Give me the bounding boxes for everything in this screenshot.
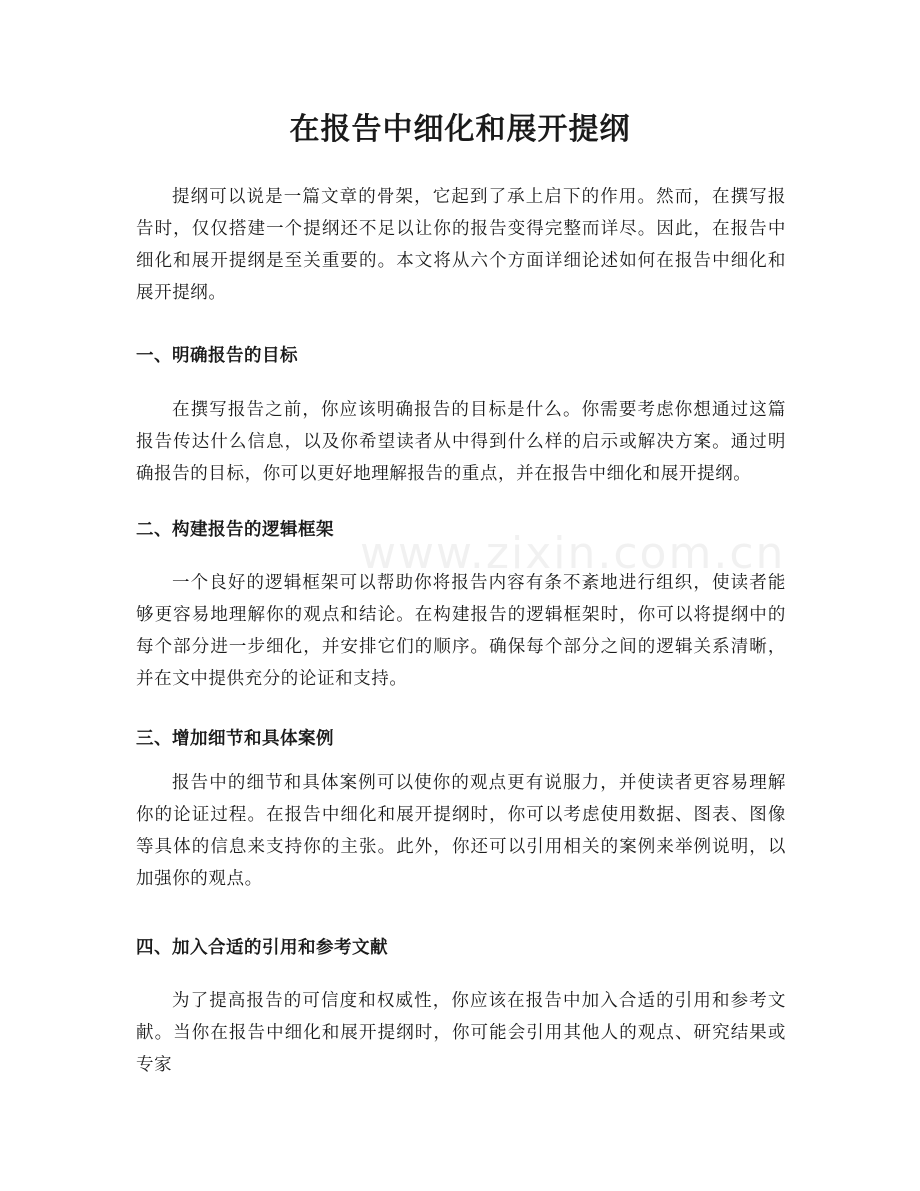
section-body-4: 为了提高报告的可信度和权威性，你应该在报告中加入合适的引用和参考文献。当你在报告中细化和展开提纲时，你可能会引用其他人的观点、研究结果或专家	[136, 991, 786, 1075]
section-heading-4: 四、加入合适的引用和参考文献	[136, 938, 388, 958]
watermark: www.zixin.com.cn	[360, 528, 786, 579]
section-body-2: 一个良好的逻辑框架可以帮助你将报告内容有条不紊地进行组织，使读者能够更容易地理解你的观点和结论。在构建报告的逻辑框架时，你可以将提纲中的每个部分进一步细化，并安排它们的顺序。确保每个部分之间的逻辑关系清晰，并在文中提供充分的论证和支持。	[136, 573, 786, 689]
document-title: 在报告中细化和展开提纲	[289, 112, 631, 147]
section-heading-3: 三、增加细节和具体案例	[136, 729, 334, 749]
section-body-1: 在撰写报告之前，你应该明确报告的目标是什么。你需要考虑你想通过这篇报告传达什么信息，以及你希望读者从中得到什么样的启示或解决方案。通过明确报告的目标，你可以更好地理解报告的重点，并在报告中细化和展开提纲。	[136, 400, 786, 484]
intro-paragraph: 提纲可以说是一篇文章的骨架，它起到了承上启下的作用。然而，在撰写报告时，仅仅搭建一个提纲还不足以让你的报告变得完整而详尽。因此，在报告中细化和展开提纲是至关重要的。本文将从六个方面详细论述如何在报告中细化和展开提纲。	[136, 187, 786, 303]
section-heading-2: 二、构建报告的逻辑框架	[136, 520, 334, 540]
section-heading-1: 一、明确报告的目标	[136, 346, 298, 366]
section-body-3: 报告中的细节和具体案例可以使你的观点更有说服力，并使读者更容易理解你的论证过程。在报告中细化和展开提纲时，你可以考虑使用数据、图表、图像等具体的信息来支持你的主张。此外，你还可以引用相关的案例来举例说明，以加强你的观点。	[136, 773, 786, 889]
